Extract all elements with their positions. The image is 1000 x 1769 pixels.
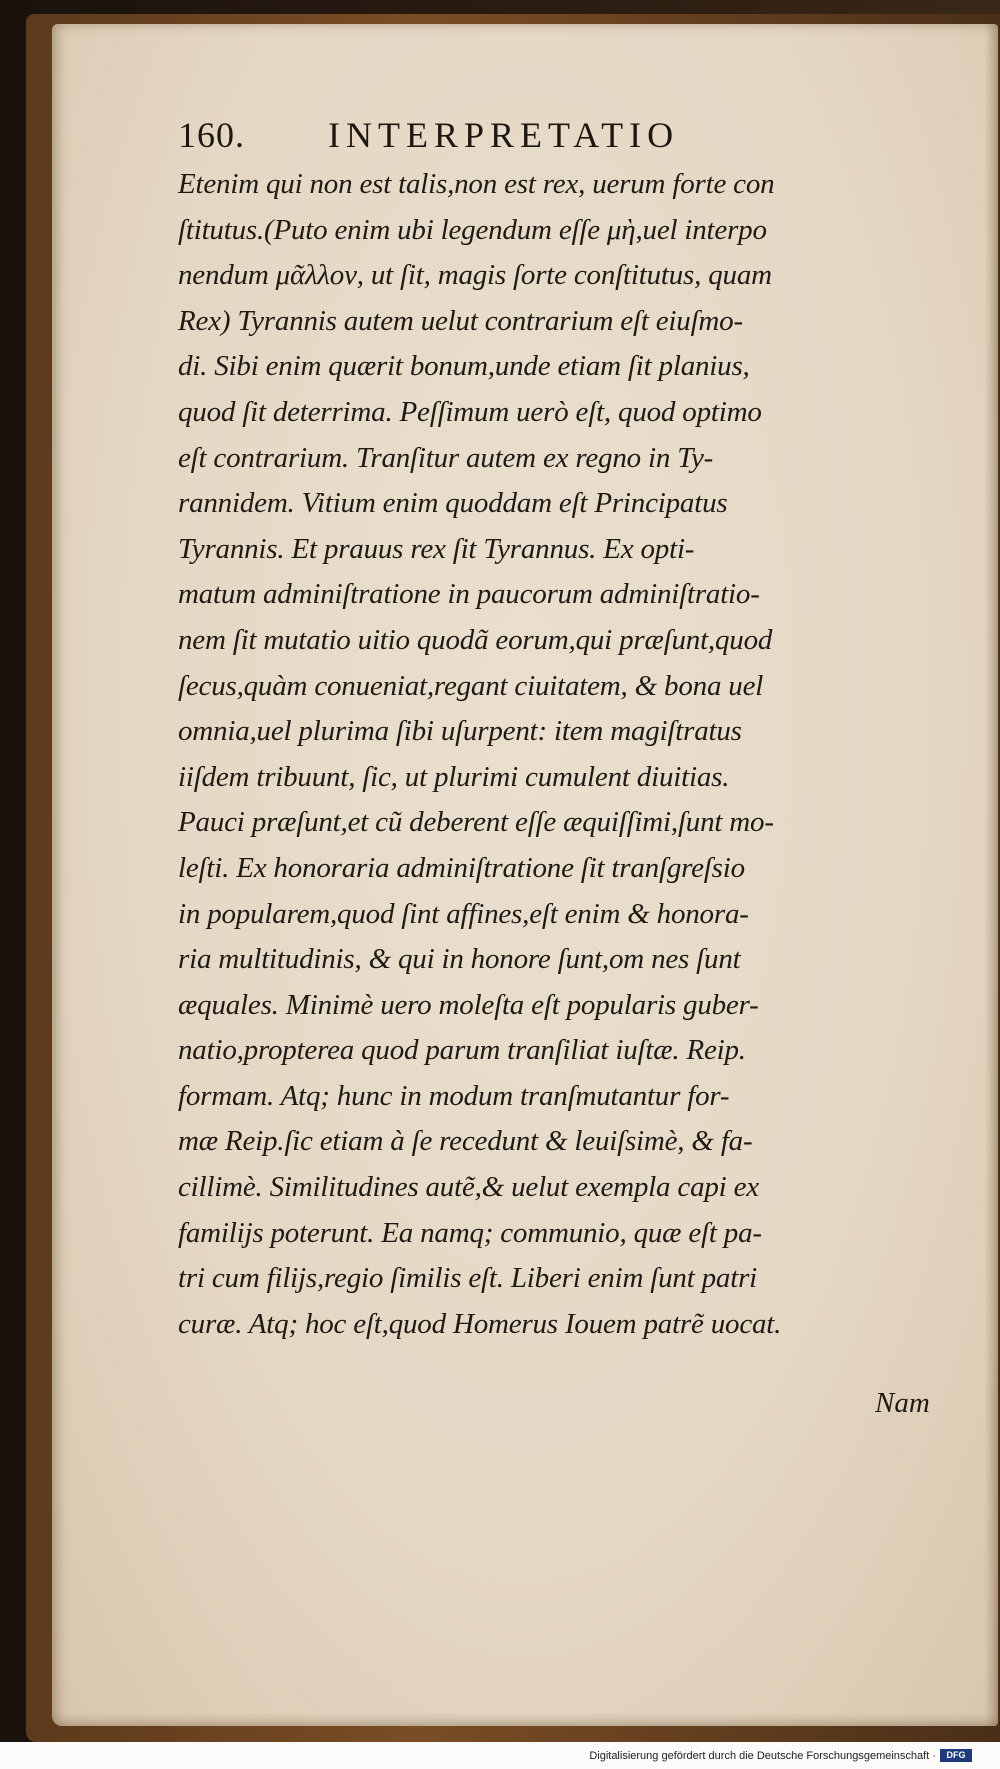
text-line: di. Sibi enim quærit bonum,unde etiam ſit planius, bbox=[178, 350, 750, 383]
text-line: omnia,uel plurima ſibi uſurpent: item magiſtratus bbox=[178, 715, 742, 748]
text-line: ſtitutus.(Puto enim ubi legendum eſſe μὴ,uel interpo bbox=[178, 213, 767, 246]
text-line: mæ Reip.ſic etiam à ſe recedunt & leuiſsimè, & fa- bbox=[178, 1125, 753, 1158]
text-block bbox=[178, 110, 968, 1347]
text-line: ſecus,quàm conueniat,regant ciuitatem, & bona uel bbox=[178, 669, 764, 702]
text-line: leſti. Ex honoraria adminiſtratione ſit tranſgreſsio bbox=[178, 851, 745, 884]
text-line: formam. Atq; hunc in modum tranſmutantur for- bbox=[178, 1079, 730, 1112]
page-number: 160. bbox=[178, 115, 245, 155]
digitization-credit: Digitalisierung gefördert durch die Deutsche Forschungsgemeinschaft · bbox=[589, 1750, 936, 1762]
text-line: æquales. Minimè uero moleſta eſt popularis guber- bbox=[178, 988, 759, 1021]
text-line: Tyrannis. Et prauus rex ſit Tyrannus. Ex opti- bbox=[178, 532, 695, 565]
running-head-title: INTERPRETATIO bbox=[328, 115, 680, 155]
text-line: Rex) Tyrannis autem uelut contrarium eſt eiuſmo- bbox=[178, 304, 743, 337]
text-line: in popularem,quod ſint affines,eſt enim & honora- bbox=[178, 897, 749, 930]
body-text bbox=[178, 162, 968, 1347]
text-line: natio,propterea quod parum tranſiliat iuſtæ. Reip. bbox=[178, 1034, 746, 1067]
text-line: familijs poterunt. Ea namq; communio, quæ eſt pa- bbox=[178, 1216, 762, 1249]
text-line: iiſdem tribuunt, ſic, ut plurimi cumulent diuitias. bbox=[178, 760, 730, 793]
running-head bbox=[178, 110, 968, 160]
text-line: nem ſit mutatio uitio quodã eorum,qui præſunt,quod bbox=[178, 623, 773, 656]
text-line: quod ſit deterrima. Peſſimum uerò eſt, quod optimo bbox=[178, 395, 762, 428]
text-line: Pauci præſunt,et cũ deberent eſſe æquiſſimi,ſunt mo- bbox=[178, 806, 774, 839]
text-line: rannidem. Vitium enim quoddam eſt Principatus bbox=[178, 487, 728, 520]
text-line: cillimè. Similitudines autẽ,& uelut exempla capi ex bbox=[178, 1171, 759, 1204]
catchword: Nam bbox=[875, 1387, 930, 1419]
text-line: Etenim qui non est talis,non est rex, uerum forte con bbox=[178, 168, 775, 200]
text-line: eſt contrarium. Tranſitur autem ex regno in Ty- bbox=[178, 441, 714, 474]
text-line: ria multitudinis, & qui in honore ſunt,om nes ſunt bbox=[178, 943, 741, 976]
text-line: tri cum filijs,regio ſimilis eſt. Liberi enim ſunt patri bbox=[178, 1262, 758, 1295]
text-line: nendum μᾶλλον, ut ſit, magis ſorte conſtitutus, quam bbox=[178, 259, 772, 292]
text-line: curæ. Atq; hoc eſt,quod Homerus Iouem patrẽ uocat. bbox=[178, 1307, 782, 1340]
text-line: matum adminiſtratione in paucorum adminiſtratio- bbox=[178, 578, 760, 611]
dfg-logo-icon: DFG bbox=[940, 1749, 972, 1762]
